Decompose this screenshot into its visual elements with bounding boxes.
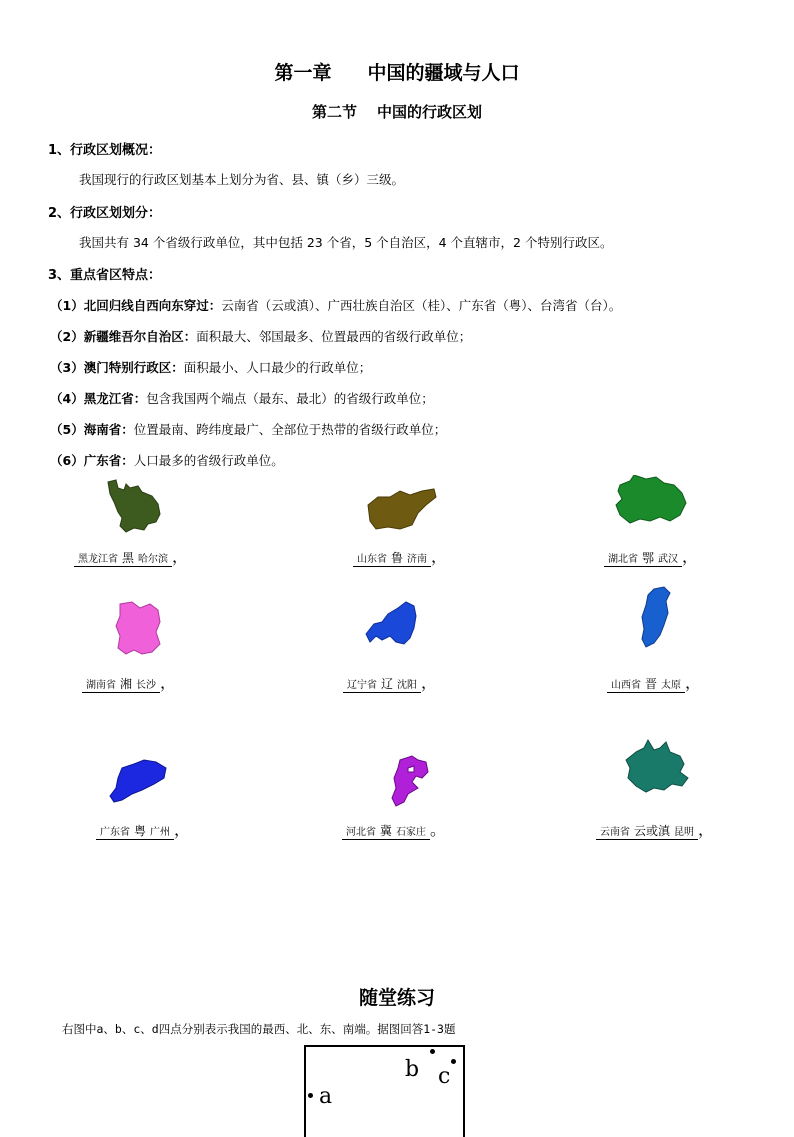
- item-number: （1）: [50, 298, 84, 313]
- label-a: a: [319, 1084, 333, 1109]
- caption-shanxi: 山西省 晋 太原 ，: [607, 670, 701, 693]
- yunnan-fill: [626, 740, 688, 792]
- caption-hebei: 河北省 冀 石家庄 。: [342, 817, 446, 840]
- liaoning-fill: [366, 602, 416, 644]
- caption-liaoning: 辽宁省 辽 沈阳 ，: [343, 670, 437, 693]
- item-name: 北回归线自西向东穿过：: [83, 298, 222, 313]
- list-item: [50, 451, 284, 469]
- caption-heilongjiang: 黑龙江省 黑 哈尔滨 ，: [74, 544, 188, 567]
- list-item: [50, 389, 434, 407]
- heading-key-provinces: 3、重点省区特点：: [48, 268, 162, 283]
- heilongjiang-shape-icon: [104, 478, 166, 536]
- yunnan-shape-icon: [622, 738, 694, 796]
- item-text: 面积最小、人口最少的行政单位；: [183, 360, 372, 375]
- practice-title: 随堂练习: [358, 987, 435, 1009]
- guangdong-fill: [110, 760, 166, 802]
- point-c-dot: [451, 1059, 456, 1064]
- item-name: 新疆维吾尔自治区：: [83, 329, 197, 344]
- list-item: [50, 420, 446, 438]
- hubei-shape-icon: [612, 475, 690, 527]
- item-number: （6）: [50, 453, 84, 468]
- shanxi-fill: [642, 587, 670, 647]
- guangdong-shape-icon: [106, 758, 172, 808]
- chapter-title: [0, 58, 794, 85]
- point-b-dot: [430, 1049, 435, 1054]
- chapter-label: 第一章: [274, 62, 332, 84]
- shanxi-shape-icon: [636, 585, 676, 649]
- item-name: 澳门特别行政区：: [83, 360, 184, 375]
- shandong-fill: [368, 489, 436, 529]
- hubei-fill: [616, 475, 686, 523]
- shandong-shape-icon: [364, 487, 440, 535]
- item-text: 面积最大、邻国最多、位置最西的省级行政单位；: [196, 329, 472, 344]
- hebei-fill: [392, 756, 428, 806]
- section-label: 第二节: [311, 103, 357, 121]
- list-item: [50, 358, 371, 376]
- item-name: 海南省：: [83, 422, 134, 437]
- hunan-shape-icon: [112, 600, 164, 658]
- item-number: （3）: [50, 360, 84, 375]
- item-number: （4）: [50, 391, 84, 406]
- item-text: 位置最南、跨纬度最广、全部位于热带的省级行政单位；: [133, 422, 447, 437]
- caption-hunan: 湖南省 湘 长沙 ，: [82, 670, 176, 693]
- item-text: 云南省（云或滇）、广西壮族自治区（桂）、广东省（粤）、台湾省（台）。: [221, 298, 622, 313]
- item-name: 黑龙江省：: [83, 391, 147, 406]
- hebei-shape-icon: [386, 754, 434, 810]
- hunan-fill: [116, 602, 160, 654]
- item-number: （5）: [50, 422, 84, 437]
- practice-question: 右图中a、b、c、d四点分别表示我国的最西、北、东、南端。据图回答1-3题: [62, 1022, 456, 1036]
- caption-yunnan: 云南省 云或滇 昆明 ，: [596, 817, 714, 840]
- caption-hubei: 湖北省 鄂 武汉 ，: [604, 544, 698, 567]
- item-name: 广东省：: [83, 453, 134, 468]
- heilongjiang-fill: [108, 480, 160, 532]
- chapter-name: 中国的疆域与人口: [367, 62, 520, 84]
- list-item: [50, 296, 621, 314]
- paragraph-division: 我国共有 34 个省级行政单位，其中包括 23 个省，5 个自治区，4 个直辖市，2 个特别行政区。: [79, 235, 613, 250]
- caption-guangdong: 广东省 粤 广州 ，: [96, 817, 190, 840]
- section-title: [0, 101, 794, 122]
- heading-division: 2、行政区划划分：: [48, 206, 162, 221]
- item-text: 包含我国两个端点（最东、最北）的省级行政单位；: [146, 391, 434, 406]
- section-name: 中国的行政区划: [377, 103, 483, 121]
- paragraph-overview: 我国现行的行政区划基本上划分为省、县、镇（乡）三级。: [79, 172, 405, 187]
- caption-shandong: 山东省 鲁 济南 ，: [353, 544, 447, 567]
- liaoning-shape-icon: [364, 600, 420, 648]
- label-c: c: [438, 1064, 451, 1089]
- heading-overview: 1、行政区划概况：: [48, 143, 162, 158]
- list-item: [50, 327, 471, 345]
- label-b: b: [405, 1057, 420, 1082]
- point-a-dot: [308, 1093, 313, 1098]
- item-number: （2）: [50, 329, 84, 344]
- item-text: 人口最多的省级行政单位。: [133, 453, 284, 468]
